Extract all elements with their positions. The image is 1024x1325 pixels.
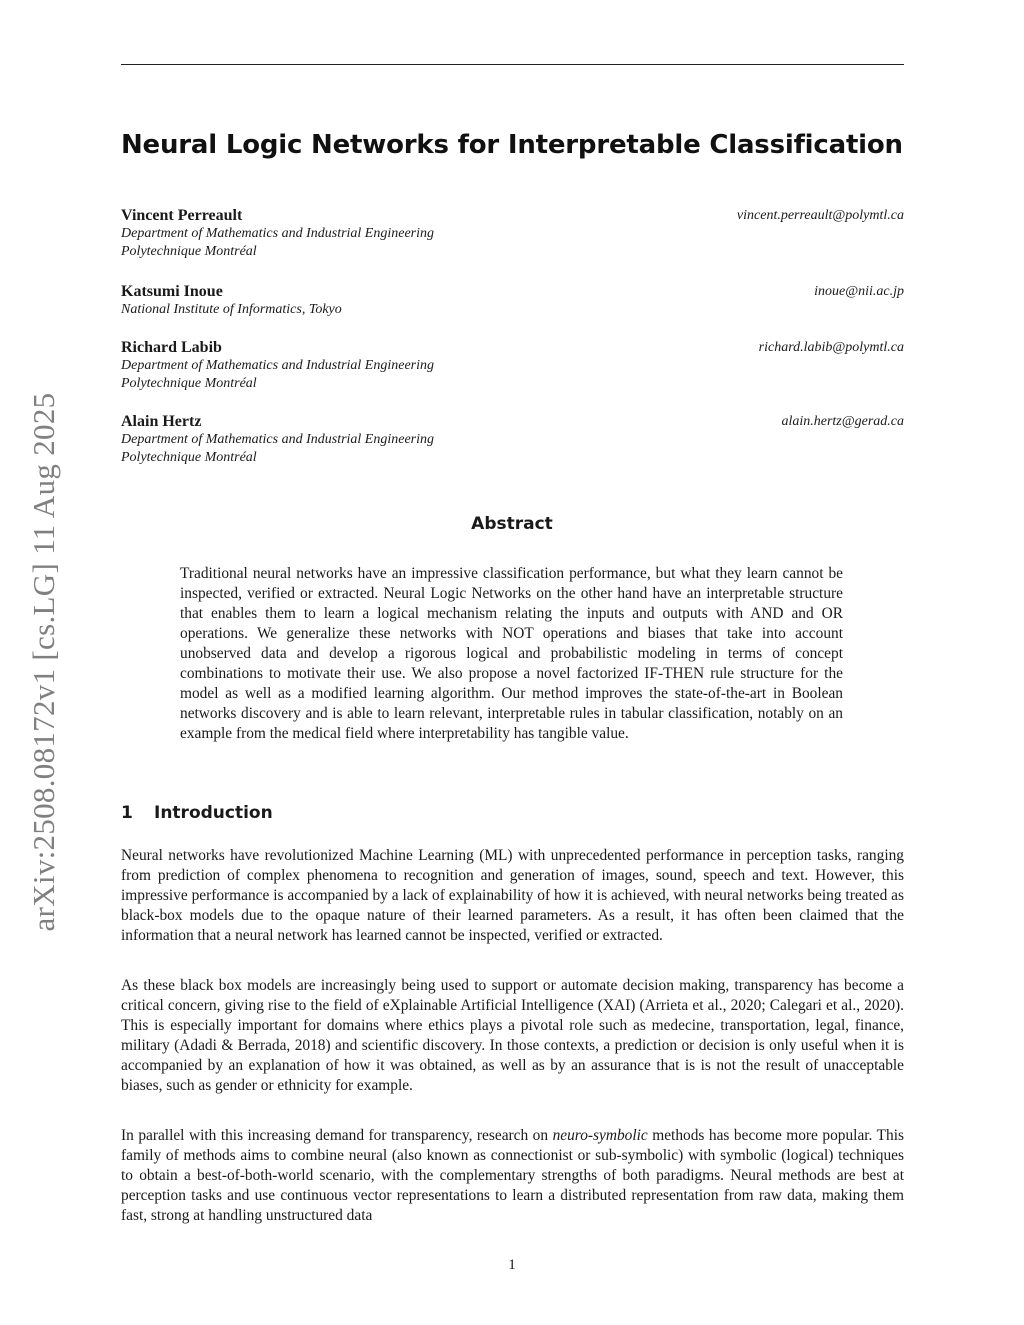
- author-name: Richard Labib: [121, 339, 222, 356]
- page-number: 1: [508, 1257, 516, 1273]
- section-heading: [121, 803, 273, 823]
- author-affiliation: Department of Mathematics and Industrial Engineering: [121, 226, 435, 241]
- paragraph-text: methods has become more popular. This family of methods aims to combine neural (also known as connectionist or sub-symbolic) with symbolic (logical) techniques to obtain a best-of-both-world scenario, with the complementary strengths of both paradigms. Neural methods are best at perception tasks and use continuous vector representations to learn a distributed representation from raw data, making them fast, strong at handling unstructured data: [121, 1127, 904, 1224]
- author-institution: Polytechnique Montréal: [121, 376, 257, 391]
- abstract-heading: Abstract: [471, 514, 553, 534]
- author-institution: Polytechnique Montréal: [121, 244, 257, 259]
- author-affiliation: Department of Mathematics and Industrial Engineering: [121, 358, 435, 373]
- intro-paragraph: As these black box models are increasingly being used to support or automate decision making, transparency has become a critical concern, giving rise to the field of eXplainable Artificial Intelligence (XAI) (Arrieta et al., 2020; Calegari et al., 2020). This is especially important for domains where ethics plays a pivotal role such as medecine, transportation, legal, finance, military (Adadi & Berrada, 2018) and scientific discovery. In those contexts, a prediction or decision is only useful when it is accompanied by an explanation of how it was obtained, as well as by an assurance that is is not the result of unacceptable biases, such as gender or ethnicity for example.: [121, 977, 904, 1094]
- abstract-text: Traditional neural networks have an impressive classification performance, but what they learn cannot be inspected, verified or extracted. Neural Logic Networks on the other hand have an interpretable structure that enables them to learn a logical mechanism relating the inputs and outputs with AND and OR operations. We generalize these networks with NOT operations and biases that take into account unobserved data and develop a rigorous logical and probabilistic modeling in terms of concept combinations to motivate their use. We also propose a novel factorized IF-THEN rule structure for the model as well as a modified learning algorithm. Our method improves the state-of-the-art in Boolean networks discovery and is able to learn relevant, interpretable rules in tabular classification, notably on an example from the medical field where interpretability has tangible value.: [180, 565, 843, 742]
- author-block: [121, 283, 904, 319]
- author-name: Vincent Perreault: [121, 207, 243, 224]
- author-block: [121, 207, 904, 261]
- intro-paragraph: [121, 1126, 904, 1226]
- author-block: [121, 339, 904, 393]
- author-email[interactable]: alain.hertz@gerad.ca: [781, 414, 904, 429]
- intro-paragraph: Neural networks have revolutionized Machine Learning (ML) with unprecedented performance in perception tasks, ranging from prediction of complex phenomena to recognition and generation of images, sound, speech and text. However, this impressive performance is accompanied by a lack of explainability of how it is achieved, with neural networks being treated as black-box models due to the opaque nature of their learned parameters. As a result, it has often been claimed that the information that a neural network has learned cannot be inspected, verified or extracted.: [121, 847, 904, 944]
- author-name: Alain Hertz: [121, 413, 202, 430]
- paper-title: Neural Logic Networks for Interpretable Classification: [121, 130, 903, 160]
- author-email[interactable]: inoue@nii.ac.jp: [814, 284, 904, 299]
- section-title: Introduction: [154, 803, 273, 823]
- arxiv-identifier-stamp[interactable]: arXiv:2508.08172v1 [cs.LG] 11 Aug 2025: [26, 392, 61, 932]
- author-email[interactable]: vincent.perreault@polymtl.ca: [736, 208, 904, 223]
- author-affiliation: Department of Mathematics and Industrial Engineering: [121, 432, 435, 447]
- author-email[interactable]: richard.labib@polymtl.ca: [758, 340, 904, 355]
- author-institution: Polytechnique Montréal: [121, 450, 257, 465]
- emphasized-term: neuro-symbolic: [552, 1127, 648, 1144]
- author-affiliation: National Institute of Informatics, Tokyo: [121, 302, 342, 317]
- author-name: Katsumi Inoue: [121, 283, 223, 300]
- paragraph-text: In parallel with this increasing demand for transparency, research on: [121, 1127, 553, 1144]
- section-number: 1: [121, 803, 133, 823]
- top-rule: [121, 64, 904, 65]
- author-block: [121, 413, 904, 467]
